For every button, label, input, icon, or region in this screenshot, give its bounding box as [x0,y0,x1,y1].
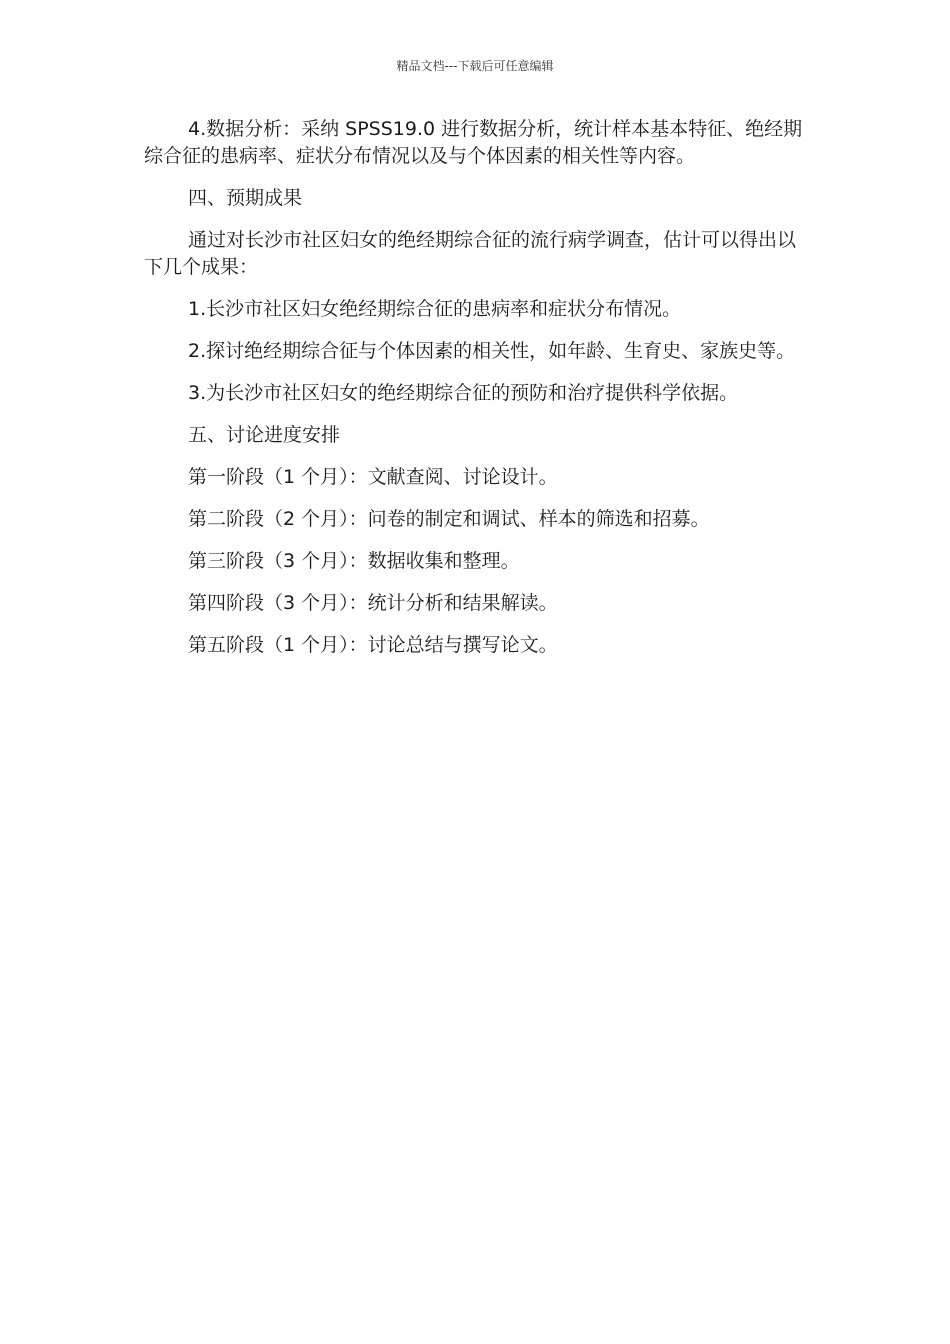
result-item-3: 3.为长沙市社区妇女的绝经期综合征的预防和治疗提供科学依据。 [188,382,739,404]
paragraph-results-intro: 通过对长沙市社区妇女的绝经期综合征的流行病学调查，估计可以得出以下几个成果： [144,229,797,278]
section-heading-expected-results: 四、预期成果 [188,187,303,209]
section-heading-schedule: 五、讨论进度安排 [188,424,341,446]
schedule-stage-3: 第三阶段（3 个月）：数据收集和整理。 [188,550,520,572]
paragraph-data-analysis: 4.数据分析：采纳 SPSS19.0 进行数据分析，统计样本基本特征、绝经期综合征的患病率、症状分布情况以及与个体因素的相关性等内容。 [144,118,803,167]
result-item-2: 2.探讨绝经期综合征与个体因素的相关性，如年龄、生育史、家族史等。 [188,340,796,362]
schedule-stage-1: 第一阶段（1 个月）：文献查阅、讨论设计。 [188,466,558,488]
schedule-stage-4: 第四阶段（3 个月）：统计分析和结果解读。 [188,592,558,614]
schedule-stage-5: 第五阶段（1 个月）：讨论总结与撰写论文。 [188,634,558,656]
result-item-1: 1.长沙市社区妇女绝经期综合征的患病率和症状分布情况。 [188,298,682,320]
document-body [144,116,804,674]
schedule-stage-2: 第二阶段（2 个月）：问卷的制定和调试、样本的筛选和招募。 [188,508,710,530]
page-header: 精品文档---下载后可任意编辑 [396,59,554,73]
